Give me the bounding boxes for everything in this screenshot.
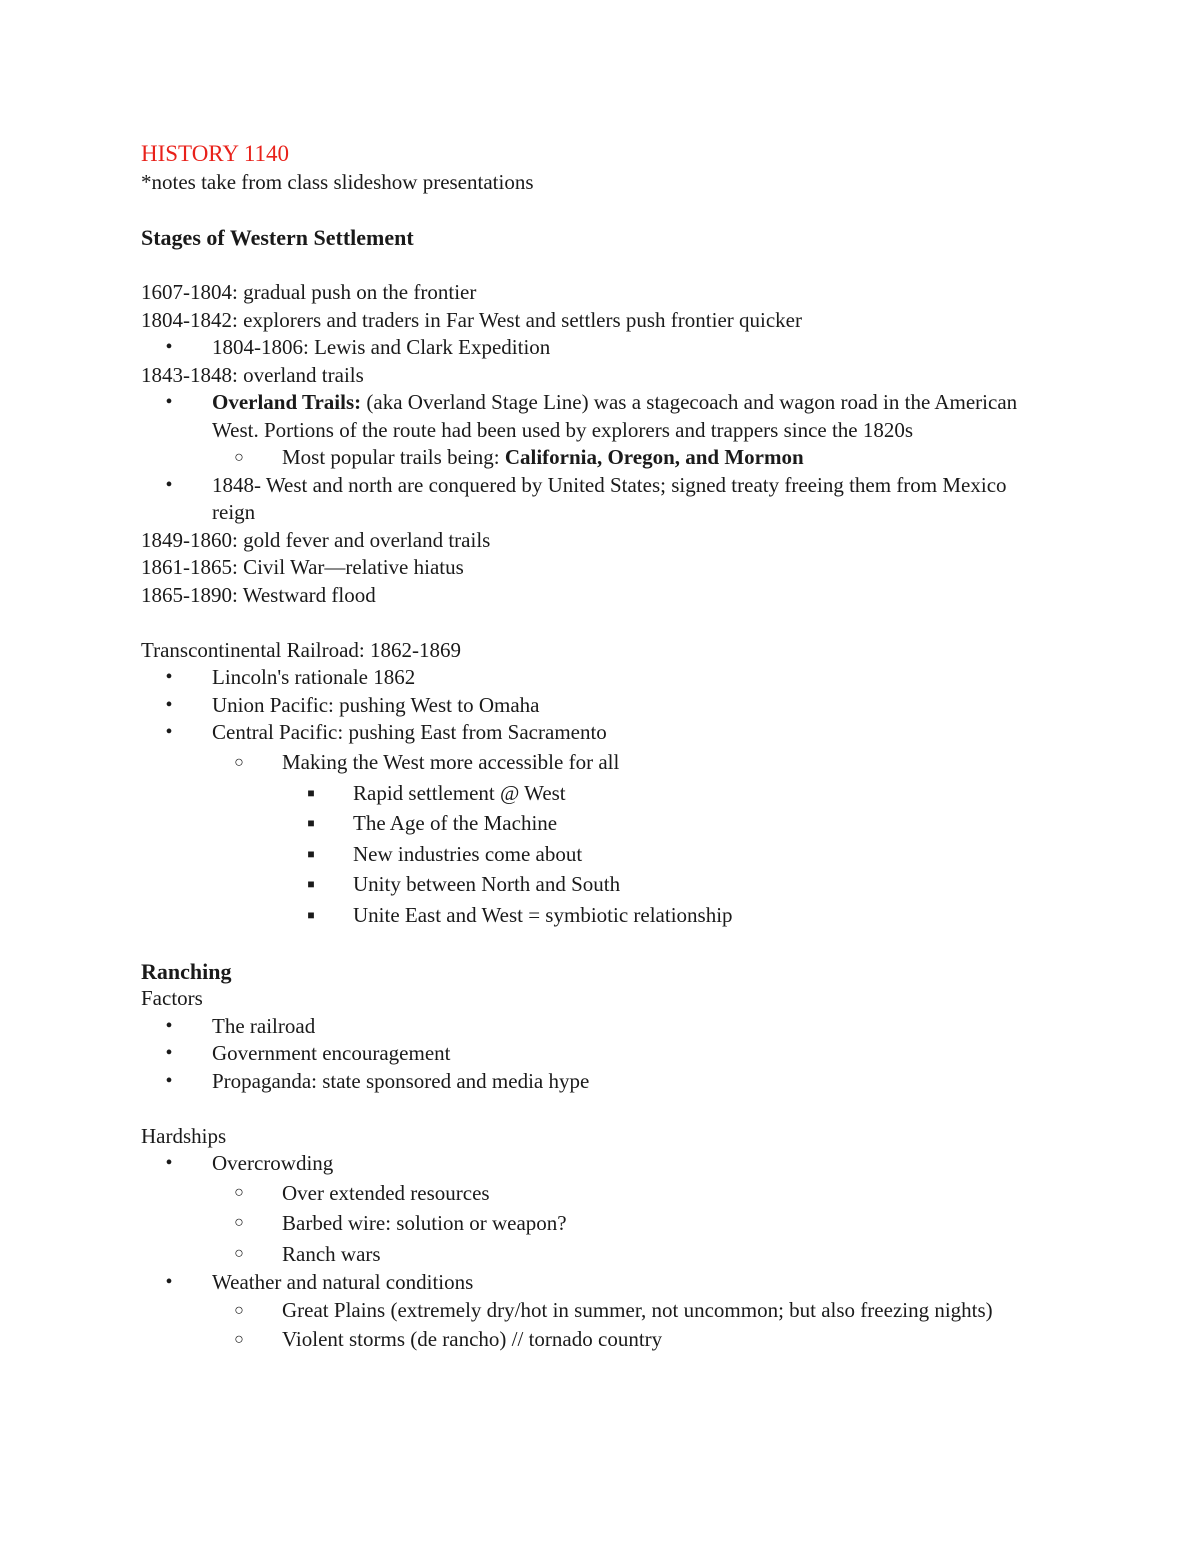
list-item: [141, 900, 1041, 931]
bullet-disc-icon: •: [165, 336, 173, 358]
bullet-circle-icon: ○: [234, 1244, 244, 1262]
list-item: [141, 839, 1041, 870]
list-item: [141, 778, 1041, 809]
bullet-circle-icon: ○: [234, 449, 244, 466]
list-item-text: Government encouragement: [212, 1041, 451, 1065]
list-item: [141, 1297, 1042, 1325]
bullet-circle-icon: ○: [234, 1214, 244, 1231]
list-item-text: Weather and natural conditions: [212, 1270, 474, 1294]
list-item-text: 1848- West and north are conquered by United States; signed treaty freeing them from Mexico reign: [212, 472, 1007, 524]
list-item: [141, 1068, 1041, 1096]
bullet-square-icon: ■: [307, 907, 315, 922]
timeline-entry: 1804-1842: explorers and traders in Far West and settlers push frontier quicker: [141, 307, 802, 332]
list-item: [141, 1178, 1041, 1209]
bullet-disc-icon: •: [165, 693, 173, 716]
section-heading-stages: Stages of Western Settlement: [141, 225, 414, 250]
bullet-disc-icon: •: [165, 721, 173, 743]
list-item: [141, 472, 1037, 527]
list-item-text: Violent storms (de rancho) // tornado country: [282, 1327, 663, 1351]
list-item-text: Lincoln's rationale 1862: [212, 665, 416, 689]
bullet-circle-icon: ○: [234, 1301, 244, 1319]
section-heading-ranching: Ranching: [141, 958, 232, 984]
list-item-text: Unite East and West = symbiotic relationship: [353, 902, 733, 927]
list-item: [141, 692, 1041, 720]
bullet-disc-icon: •: [165, 1271, 173, 1293]
list-item: [141, 1239, 1041, 1270]
list-item-text: [212, 389, 1037, 444]
bullet-disc-icon: •: [165, 1152, 173, 1174]
document-page: [141, 138, 1041, 1355]
subheading-hardships: Hardships: [141, 1123, 227, 1148]
bullet-disc-icon: •: [165, 1069, 173, 1092]
list-item: [141, 664, 1041, 692]
list-item: [141, 389, 1037, 444]
timeline-entry: 1843-1848: overland trails: [141, 362, 364, 387]
list-item: [141, 719, 1041, 747]
timeline-entry: 1861-1865: Civil War—relative hiatus: [141, 555, 464, 579]
term-definition: (aka Overland Stage Line) was a stagecoach and wagon road in the American West. Portions of the route had been used by explorers and trappers since the 1820s: [212, 390, 1018, 442]
bullet-square-icon: ■: [307, 816, 315, 830]
list-item-text: Union Pacific: pushing West to Omaha: [212, 692, 540, 717]
list-item-text: The railroad: [212, 1013, 316, 1038]
bullet-square-icon: ■: [307, 846, 315, 861]
subheading-factors: Factors: [141, 986, 203, 1010]
bullet-disc-icon: •: [165, 391, 173, 413]
section-heading-railroad: Transcontinental Railroad: 1862-1869: [141, 637, 462, 662]
list-item-text: Over extended resources: [282, 1180, 490, 1205]
list-item: [141, 1040, 1041, 1068]
timeline-entry: 1849-1860: gold fever and overland trails: [141, 527, 491, 552]
timeline-entry: 1607-1804: gradual push on the frontier: [141, 280, 477, 304]
list-item-text: Unity between North and South: [353, 872, 621, 896]
list-item: [141, 747, 1041, 778]
bullet-square-icon: ■: [307, 877, 315, 891]
list-item-text: Most popular trails being:: [282, 445, 505, 469]
list-item: [141, 1013, 1041, 1041]
timeline-entry: 1865-1890: Westward flood: [141, 582, 376, 607]
list-item: [141, 808, 1041, 839]
list-item-text: Ranch wars: [282, 1241, 381, 1266]
bullet-disc-icon: •: [165, 1014, 173, 1037]
list-item: [141, 869, 1041, 900]
bullet-circle-icon: ○: [234, 1183, 244, 1201]
term-bold: Overland Trails:: [212, 390, 362, 414]
list-item-text: 1804-1806: Lewis and Clark Expedition: [212, 335, 551, 359]
list-item-text: New industries come about: [353, 841, 583, 866]
bullet-disc-icon: •: [165, 666, 173, 688]
list-item-bold: California, Oregon, and Mormon: [504, 445, 804, 469]
bullet-circle-icon: ○: [234, 753, 244, 771]
list-item: [141, 444, 1041, 472]
document-title: HISTORY 1140: [141, 141, 290, 166]
list-item-text: Barbed wire: solution or weapon?: [282, 1211, 567, 1235]
list-item: [141, 1269, 1041, 1297]
list-item: [141, 334, 1041, 362]
list-item: [141, 1150, 1041, 1178]
list-item-text: Great Plains (extremely dry/hot in summer, not uncommon; but also freezing nights): [282, 1297, 993, 1322]
bullet-square-icon: ■: [307, 785, 315, 800]
list-item-text: Propaganda: state sponsored and media hype: [212, 1068, 590, 1093]
bullet-disc-icon: •: [165, 473, 173, 496]
bullet-disc-icon: •: [165, 1042, 173, 1064]
list-item: [141, 1208, 1041, 1239]
list-item-text: Making the West more accessible for all: [282, 749, 620, 774]
list-item-text: Overcrowding: [212, 1151, 334, 1175]
list-item-text: Rapid settlement @ West: [353, 780, 566, 805]
bullet-circle-icon: ○: [234, 1331, 244, 1348]
list-item-text: Central Pacific: pushing East from Sacramento: [212, 720, 607, 744]
list-item: [141, 1324, 1041, 1355]
list-item-text: The Age of the Machine: [353, 811, 558, 835]
document-subtitle: *notes take from class slideshow presentations: [141, 170, 534, 194]
